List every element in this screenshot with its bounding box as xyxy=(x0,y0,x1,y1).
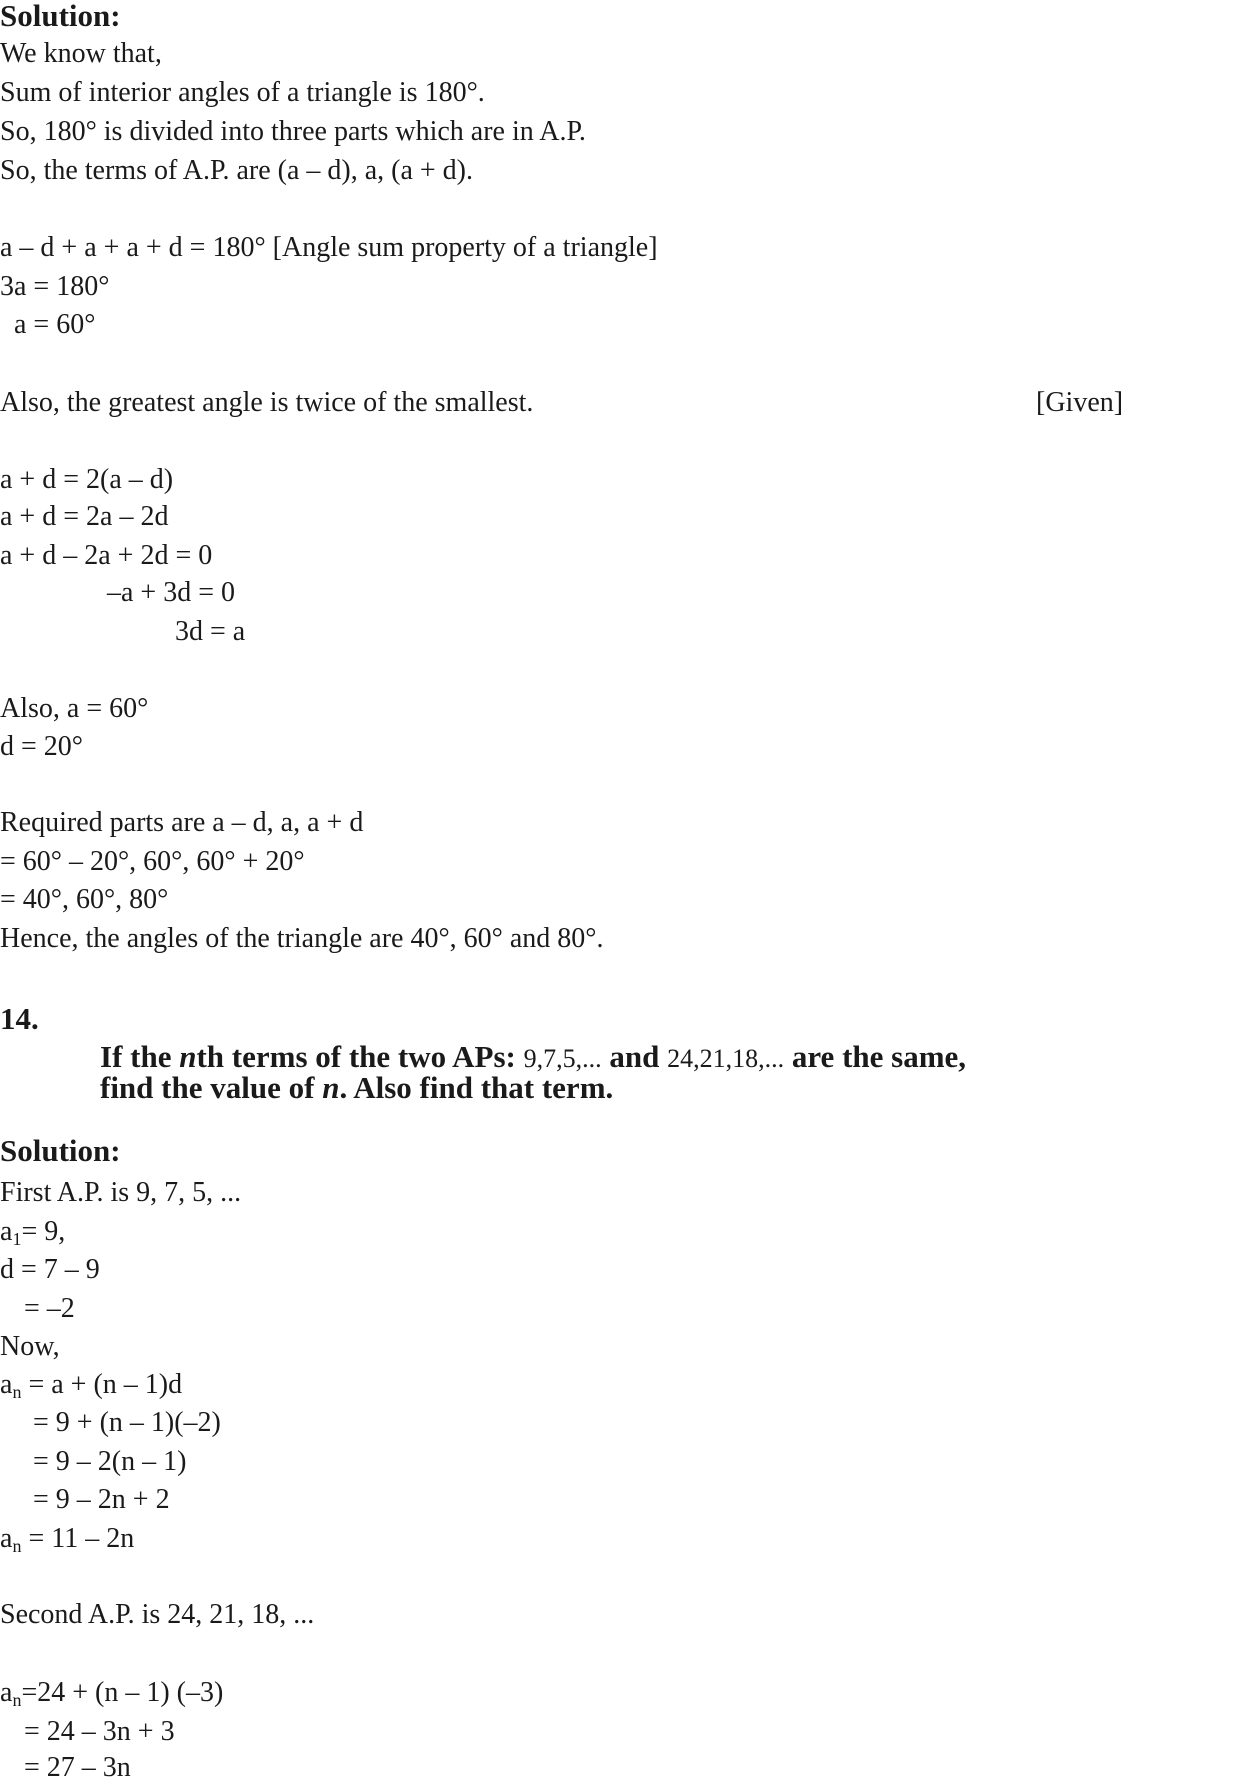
equation-line: = 27 – 3n xyxy=(24,1752,131,1783)
given-note: [Given] xyxy=(1036,387,1124,418)
equation-line: a + d = 2a – 2d xyxy=(0,501,169,532)
equation-line: = 9 + (n – 1)(–2) xyxy=(33,1407,221,1438)
text-line: So, 180° is divided into three parts which are in A.P. xyxy=(0,116,586,147)
equation-line: $a_n = 11 - 2n$ xyxy=(0,1523,135,1556)
solution-heading: Solution: xyxy=(0,0,121,33)
equation-line: a + d – 2a + 2d = 0 xyxy=(0,540,213,571)
equation-line: d = 20° xyxy=(0,731,83,762)
solution-heading: Solution: xyxy=(0,1133,121,1168)
equation-line: = 9 – 2n + 2 xyxy=(33,1484,170,1515)
text-line: Second A.P. is 24, 21, 18, ... xyxy=(0,1599,315,1630)
equation-line: = –2 xyxy=(24,1293,75,1324)
equation-line: $a_n = a + (n - 1)d$ xyxy=(0,1369,183,1402)
question-text: find the value of n. Also find that term. xyxy=(100,1070,614,1105)
equation-line: $a_n=24 + (n - 1)$ (–3) xyxy=(0,1677,224,1710)
question-14-line-2 xyxy=(0,1031,1253,1107)
equation-line: a = 60° xyxy=(0,309,96,340)
equation-line: 3d = a xyxy=(175,616,246,647)
text-line: Required parts are a – d, a, a + d xyxy=(0,807,364,838)
question-text: If the nth terms of the two APs: 9,7,5,... and 24,21,18,... are the same, xyxy=(100,1039,967,1074)
equation-line: $a_1= 9$, xyxy=(0,1216,66,1249)
text-line: Now, xyxy=(0,1331,60,1362)
text-line: Also, the greatest angle is twice of the smallest. xyxy=(0,387,534,418)
equation-line: = 60° – 20°, 60°, 60° + 20° xyxy=(0,846,305,877)
text-line: We know that, xyxy=(0,38,162,69)
equation-line: a – d + a + a + d = 180° [Angle sum property of a triangle] xyxy=(0,232,658,263)
conclusion-line: Hence, the angles of the triangle are 40°, 60° and 80°. xyxy=(0,923,604,954)
equation-line: Also, a = 60° xyxy=(0,693,149,724)
question-number: 14. xyxy=(0,1001,39,1036)
equation-line: = 24 – 3n + 3 xyxy=(24,1716,175,1747)
equation-line: = 40°, 60°, 80° xyxy=(0,884,169,915)
text-line: Sum of interior angles of a triangle is 180°. xyxy=(0,77,485,108)
equation-line: a + d = 2(a – d) xyxy=(0,464,174,495)
text-line: First A.P. is 9, 7, 5, ... xyxy=(0,1177,242,1208)
equation-line: –a + 3d = 0 xyxy=(107,577,236,608)
equation-line: d = 7 – 9 xyxy=(0,1254,100,1285)
equation-line: 3a = 180° xyxy=(0,271,110,302)
equation-line: = 9 – 2(n – 1) xyxy=(33,1446,187,1477)
text-line: So, the terms of A.P. are (a – d), a, (a + d). xyxy=(0,155,474,186)
